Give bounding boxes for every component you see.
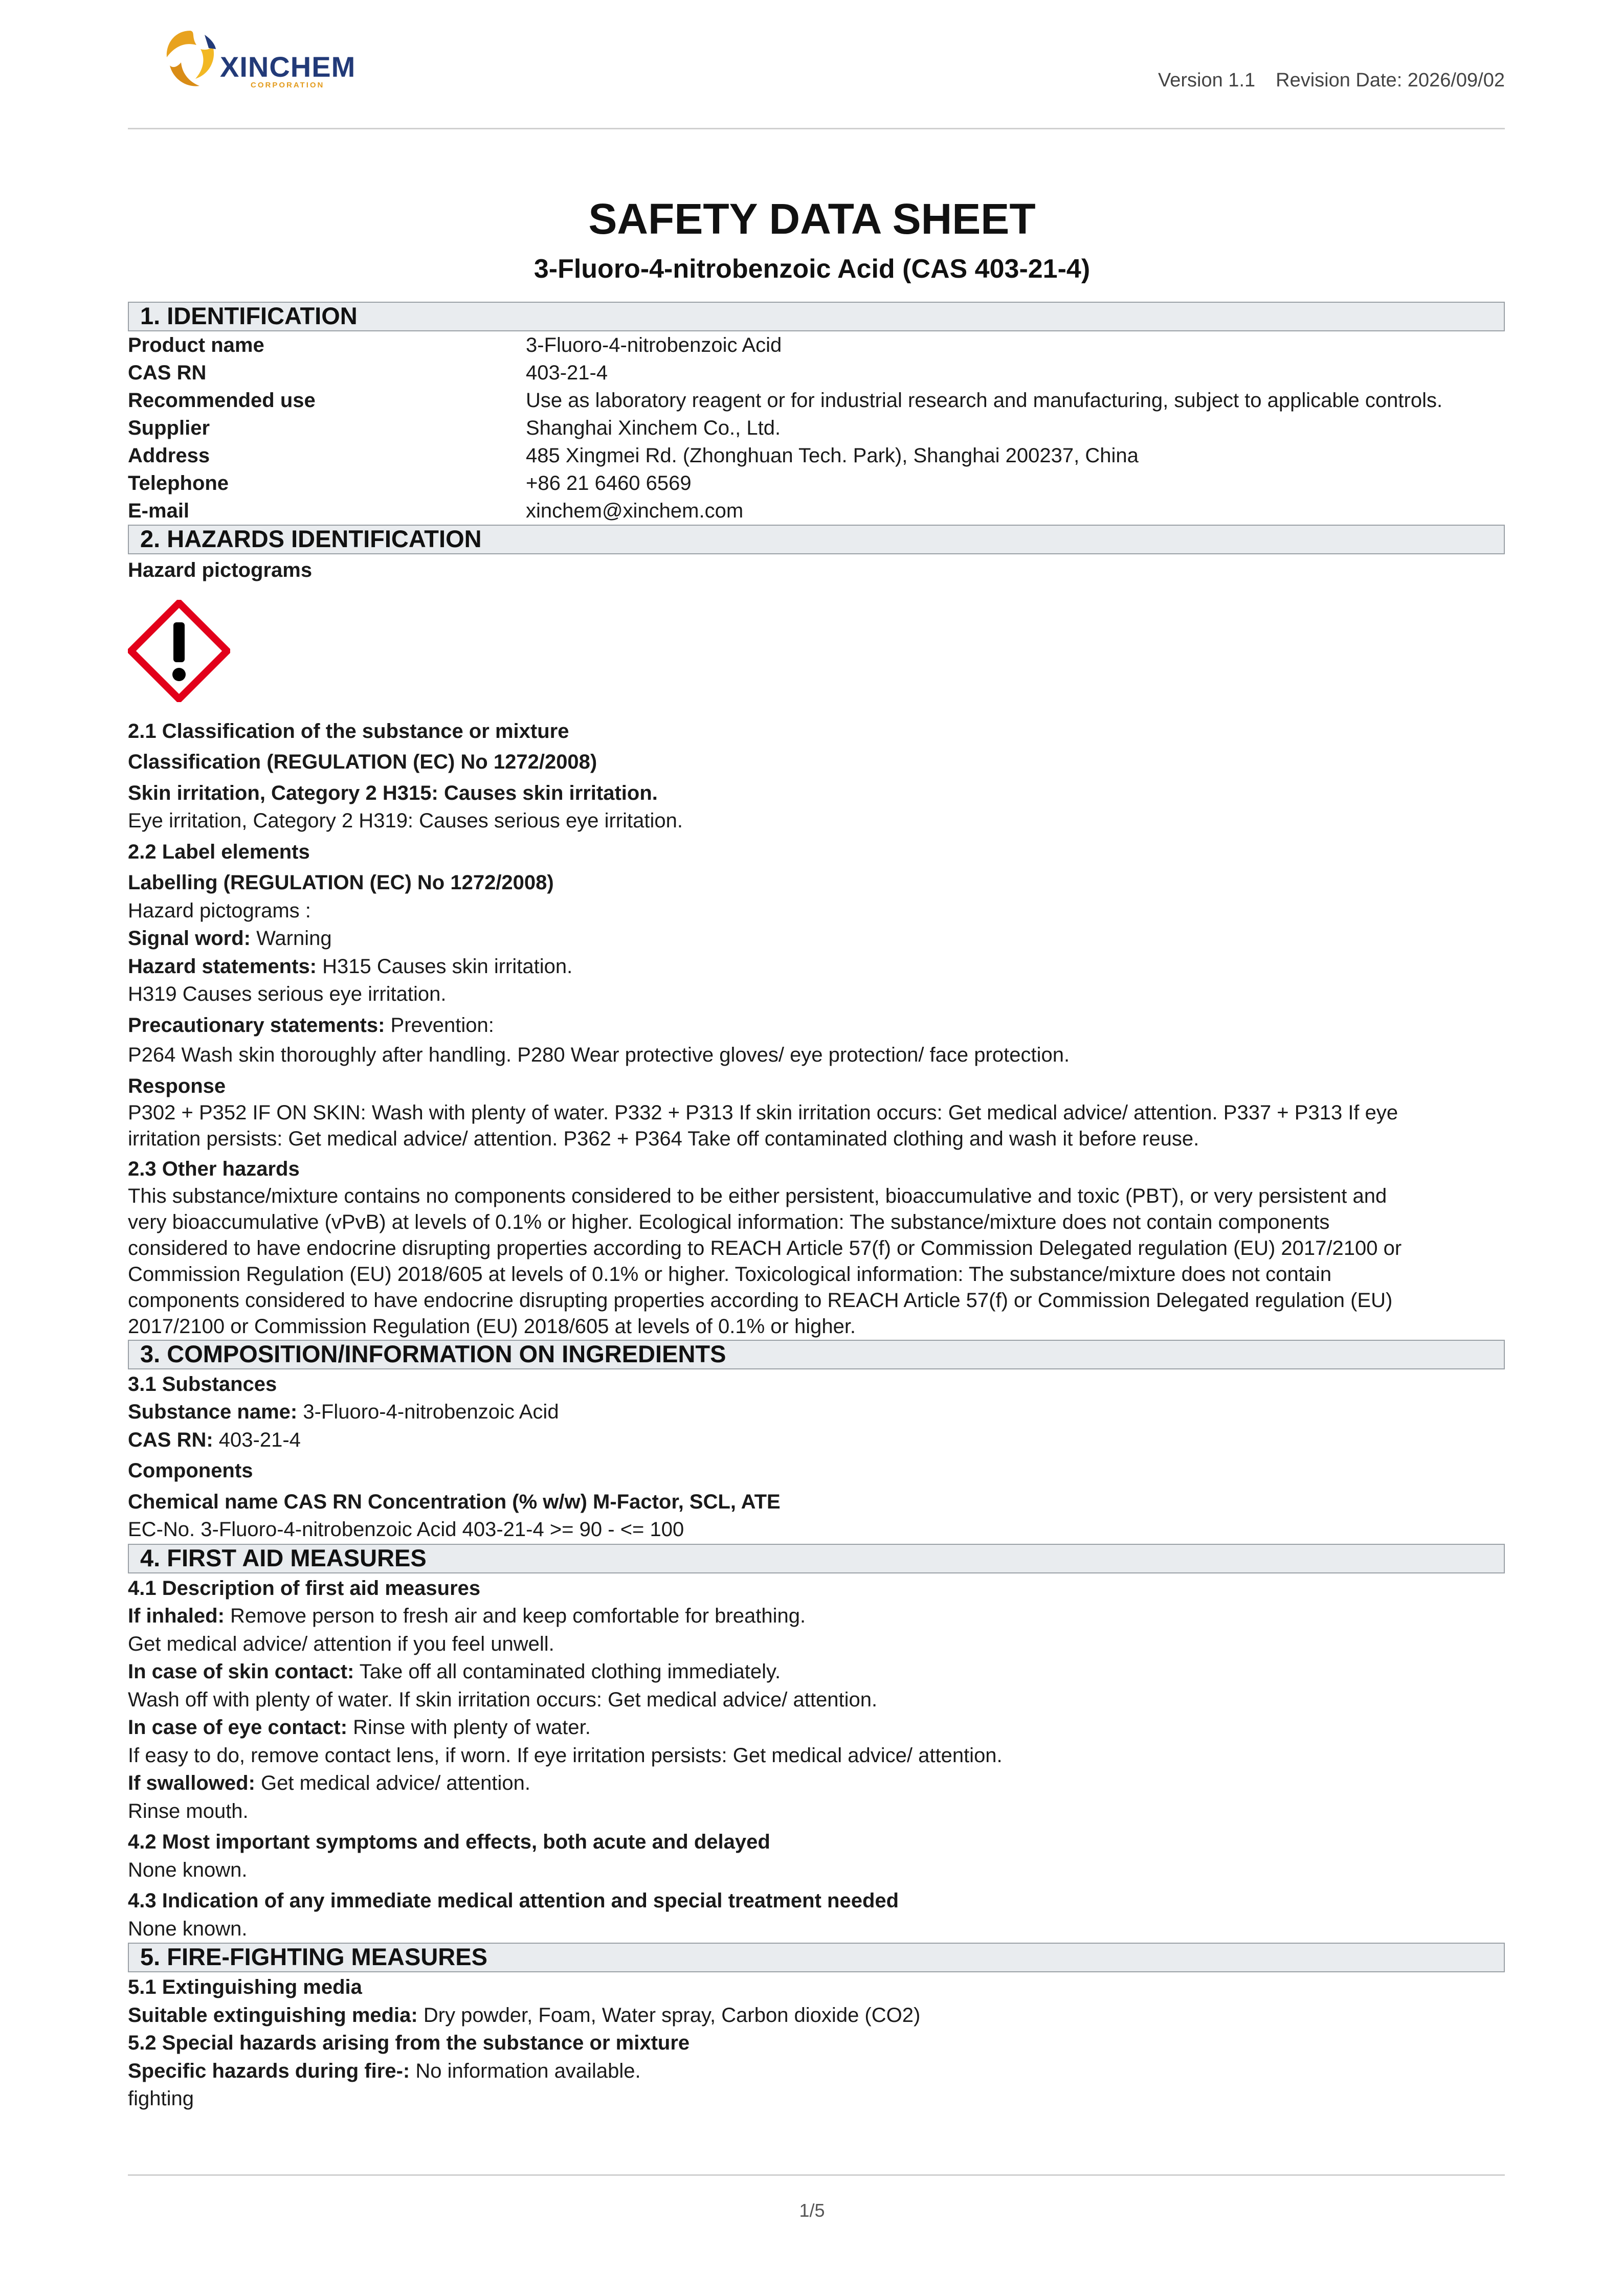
response-line: P302 + P352 IF ON SKIN: Wash with plenty of water. P332 + P313 If skin irritation occurs: Get medical advice/ attention. P337 + P313 If eye [128,1101,1398,1124]
id-value: Use as laboratory reagent or for industrial research and manufacturing, subject to applicable controls. [526,389,1443,412]
if-inhaled-text: Get medical advice/ attention if you feel unwell. [128,1632,554,1655]
components-table-header: Chemical name CAS RN Concentration (% w/w) M-Factor, SCL, ATE [128,1490,781,1513]
id-key: E-mail [128,500,190,522]
precautionary-value: Prevention: [385,1014,494,1037]
id-value: 485 Xingmei Rd. (Zhonghuan Tech. Park), Shanghai 200237, China [526,444,1139,467]
id-key: Address [128,444,210,467]
id-row [128,414,1505,442]
signal-word-value: Warning [251,927,332,950]
skin-contact [128,1658,1505,1686]
eye-irritation-classification: Eye irritation, Category 2 H319: Causes serious eye irritation. [128,809,683,832]
version-number: Version 1.1 [1158,70,1256,91]
document-subtitle: 3-Fluoro-4-nitrobenzoic Acid (CAS 403-21-4) [533,254,1091,284]
signal-word-label: Signal word: [128,927,251,950]
company-name: XINCHEM [220,51,356,83]
subsection-4-3: 4.3 Indication of any immediate medical attention and special treatment needed [128,1889,899,1912]
document-body [128,302,1505,2113]
specific-hazards-value: No information available. [410,2059,641,2082]
precautionary-statements [128,1011,1505,1040]
substance-name-value: 3-Fluoro-4-nitrobenzoic Acid [297,1401,559,1423]
substance-name [128,1398,1505,1426]
extinguishing-media-value: Dry powder, Foam, Water spray, Carbon dioxide (CO2) [417,2004,921,2027]
extinguishing-media [128,2001,1505,2030]
id-value: +86 21 6460 6569 [526,472,692,494]
subsection-2-2: 2.2 Label elements [128,840,310,863]
section-heading-first-aid: 4. FIRST AID MEASURES [128,1544,1505,1573]
other-hazards-line: very bioaccumulative (vPvB) at levels of 0.1% or higher. Ecological information: The substance/mixture does not contain components [128,1210,1330,1233]
eye-contact-value: Rinse with plenty of water. [347,1716,591,1739]
if-inhaled [128,1602,1505,1630]
id-key: Recommended use [128,389,316,412]
skin-contact-text: Wash off with plenty of water. If skin irritation occurs: Get medical advice/ attention. [128,1688,878,1711]
other-hazards-text [128,1183,1505,1340]
version-info [1158,70,1505,92]
id-row [128,442,1505,469]
subsection-2-1: 2.1 Classification of the substance or mixture [128,719,569,742]
hazard-statements-label: Hazard statements: [128,955,317,978]
response-text [128,1100,1505,1152]
id-key: CAS RN [128,362,207,384]
subsection-5-2: 5.2 Special hazards arising from the substance or mixture [128,2032,690,2054]
hazard-statement-h319: H319 Causes serious eye irritation. [128,983,447,1005]
id-row [128,331,1505,359]
section-heading-fire-fighting: 5. FIRE-FIGHTING MEASURES [128,1943,1505,1972]
document-title: SAFETY DATA SHEET [588,195,1036,243]
id-value: Shanghai Xinchem Co., Ltd. [526,417,781,439]
medical-attention-text: None known. [128,1917,248,1940]
components-label: Components [128,1459,253,1482]
logo-swirl-icon [160,26,221,92]
eye-contact-text: If easy to do, remove contact lens, if worn. If eye irritation persists: Get medical advice/ attention. [128,1744,1003,1767]
hazard-pictograms-line: Hazard pictograms : [128,899,311,922]
other-hazards-line: Commission Regulation (EU) 2018/605 at levels of 0.1% or higher. Toxicological information: The substance/mixture does not contain [128,1263,1332,1286]
subsection-2-3: 2.3 Other hazards [128,1158,300,1180]
specific-hazards [128,2057,1505,2085]
skin-contact-value: Take off all contaminated clothing immediately. [354,1660,781,1683]
id-row [128,387,1505,414]
specific-hazards-text: fighting [128,2087,194,2110]
email-link[interactable]: xinchem@xinchem.com [526,500,744,522]
components-table-row: EC-No. 3-Fluoro-4-nitrobenzoic Acid 403-21-4 >= 90 - <= 100 [128,1518,684,1541]
page-header [128,20,1505,128]
if-swallowed-text: Rinse mouth. [128,1799,249,1822]
id-key: Supplier [128,417,210,439]
header-divider [128,128,1505,129]
id-key: Telephone [128,472,229,494]
if-swallowed-label: If swallowed: [128,1772,255,1794]
other-hazards-line: This substance/mixture contains no components considered to be either persistent, bioaccumulative and toxic (PBT), or very persistent and [128,1184,1387,1207]
substance-cas-label: CAS RN: [128,1428,213,1451]
other-hazards-line: components considered to have endocrine disrupting properties according to REACH Article 57(f) or Commission Delegated regulation (EU) [128,1289,1393,1312]
section-heading-hazards: 2. HAZARDS IDENTIFICATION [128,525,1505,554]
symptoms-text: None known. [128,1858,248,1881]
exclamation-mark-ghs07-icon [128,600,230,702]
if-inhaled-label: If inhaled: [128,1605,225,1627]
subsection-5-1: 5.1 Extinguishing media [128,1976,362,1998]
hazard-statements [128,953,1505,981]
hazard-pictograms-label: Hazard pictograms [128,559,313,581]
precautionary-label: Precautionary statements: [128,1014,385,1037]
if-swallowed [128,1769,1505,1797]
id-value: 403-21-4 [526,362,608,384]
id-row [128,469,1505,497]
id-key: Product name [128,334,264,356]
company-logo [160,26,385,97]
other-hazards-line: considered to have endocrine disrupting properties according to REACH Article 57(f) or Commission Delegated regulation (EU) 2017/2100 or [128,1236,1402,1259]
classification-regulation: Classification (REGULATION (EC) No 1272/2008) [128,751,597,773]
eye-contact [128,1714,1505,1742]
subsection-3-1: 3.1 Substances [128,1372,277,1395]
extinguishing-media-label: Suitable extinguishing media: [128,2004,418,2027]
identification-table [128,331,1505,525]
other-hazards-line: 2017/2100 or Commission Regulation (EU) 2018/605 at levels of 0.1% or higher. [128,1315,856,1338]
id-row [128,497,1505,525]
substance-cas-value: 403-21-4 [213,1428,301,1451]
specific-hazards-label: Specific hazards during fire-: [128,2059,410,2082]
signal-word [128,925,1505,953]
subsection-4-1: 4.1 Description of first aid measures [128,1577,481,1600]
eye-contact-label: In case of eye contact: [128,1716,348,1739]
hazard-statements-value: H315 Causes skin irritation. [317,955,573,978]
page-number: 1/5 [799,2200,825,2221]
subsection-4-2: 4.2 Most important symptoms and effects, both acute and delayed [128,1831,770,1853]
skin-contact-label: In case of skin contact: [128,1660,354,1683]
substance-name-label: Substance name: [128,1401,298,1423]
section-heading-composition: 3. COMPOSITION/INFORMATION ON INGREDIENTS [128,1340,1505,1369]
substance-cas [128,1426,1505,1454]
response-line: irritation persists: Get medical advice/ attention. P362 + P364 Take off contaminated clothing and wash it before reuse. [128,1128,1199,1150]
pictogram-area [128,584,1505,717]
footer-divider [128,2174,1505,2176]
revision-date: Revision Date: 2026/09/02 [1276,70,1505,91]
id-value: 3-Fluoro-4-nitrobenzoic Acid [526,334,782,356]
labelling-regulation: Labelling (REGULATION (EC) No 1272/2008) [128,871,554,894]
id-row [128,359,1505,387]
if-inhaled-value: Remove person to fresh air and keep comfortable for breathing. [224,1605,806,1627]
skin-irritation-classification: Skin irritation, Category 2 H315: Causes skin irritation. [128,781,658,804]
response-label: Response [128,1074,226,1097]
if-swallowed-value: Get medical advice/ attention. [255,1772,531,1794]
company-subtitle: CORPORATION [251,81,325,89]
section-heading-identification: 1. IDENTIFICATION [128,302,1505,331]
prevention-text: P264 Wash skin thoroughly after handling. P280 Wear protective gloves/ eye protection/ face protection. [128,1044,1070,1066]
